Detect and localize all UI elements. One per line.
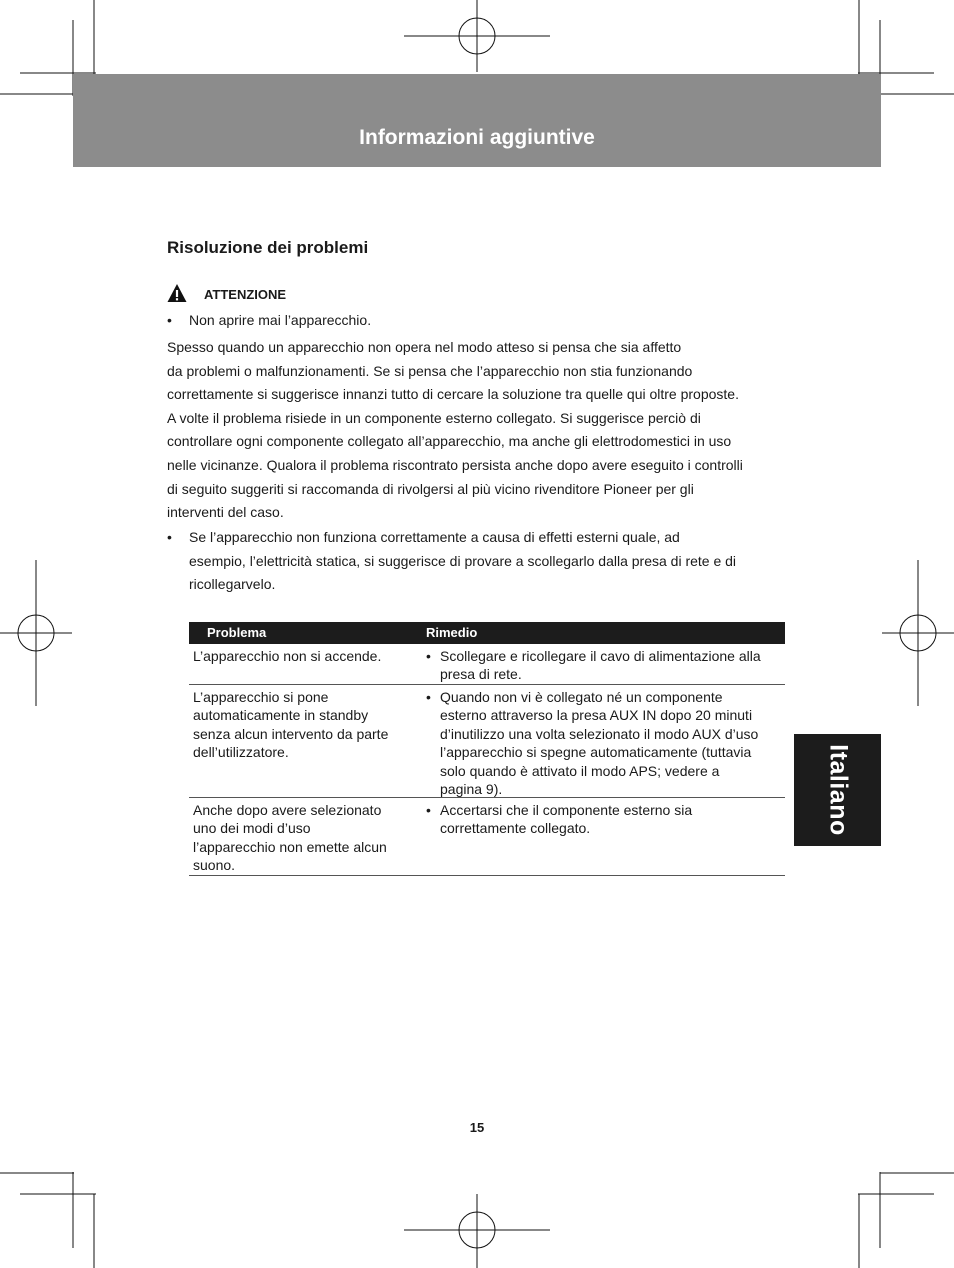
cell-line: Scollegare e ricollegare il cavo di alimentazione alla xyxy=(440,648,761,664)
language-side-tab xyxy=(794,734,881,846)
caution-label: ATTENZIONE xyxy=(204,287,287,302)
table-row xyxy=(189,798,785,876)
header-band xyxy=(73,74,881,167)
note-line: esempio, l’elettricità statica, si suggerisce di provare a scollegarlo dalla presa di rete e di xyxy=(189,552,737,569)
table-row xyxy=(189,685,785,798)
page-title: Informazioni aggiuntive xyxy=(359,126,595,149)
cell-line: correttamente collegato. xyxy=(440,820,591,837)
cell-line: d’inutilizzo una volta selezionato il modo AUX d’uso xyxy=(440,725,759,742)
paragraph-line: Spesso quando un apparecchio non opera nel modo atteso si pensa che sia affetto xyxy=(167,339,682,355)
note-line: Se l’apparecchio non funziona correttamente a causa di effetti esterni quale, ad xyxy=(189,529,680,545)
bullet-marker: • xyxy=(426,648,431,664)
bullet-marker: • xyxy=(426,689,431,705)
cell-line: automaticamente in standby xyxy=(193,707,369,724)
cell-line: Quando non vi è collegato né un componente xyxy=(440,689,723,705)
warning-triangle-icon xyxy=(167,283,187,303)
section-heading: Risoluzione dei problemi xyxy=(167,238,369,257)
cell-line: presa di rete. xyxy=(440,666,522,683)
problem-cell xyxy=(193,688,405,762)
bullet-text: Non aprire mai l’apparecchio. xyxy=(189,312,372,328)
cell-line: esterno attraverso la presa AUX IN dopo 20 minuti xyxy=(440,707,753,724)
cell-line: l’apparecchio non emette alcun xyxy=(193,838,387,855)
cell-line: uno dei modi d’uso xyxy=(193,820,311,837)
paragraph-line: controllare ogni componente collegato all’apparecchio, ma anche gli elettrodomestici in uso xyxy=(167,433,732,450)
bullet-marker: • xyxy=(426,802,431,818)
cell-line: senza alcun intervento da parte xyxy=(193,725,389,742)
cell-line: pagina 9). xyxy=(440,781,503,798)
troubleshooting-table xyxy=(189,622,785,876)
language-label: Italiano xyxy=(824,744,852,836)
problem-cell xyxy=(193,801,405,875)
paragraph-line: A volte il problema risiede in un componente esterno collegato. Si suggerisce perciò di xyxy=(167,409,701,426)
cell-line: Anche dopo avere selezionato xyxy=(193,802,382,818)
cell-line: l’apparecchio si spegne automaticamente (tuttavia xyxy=(440,744,752,761)
column-header-problem: Problema xyxy=(207,625,267,640)
paragraph-line: di seguito suggeriti si raccomanda di rivolgersi al più vicino rivenditore Pioneer per gli xyxy=(167,480,694,497)
note-line: ricollegarvelo. xyxy=(189,576,276,593)
bullet-marker: • xyxy=(167,529,172,545)
intro-paragraph xyxy=(167,336,743,525)
paragraph-line: interventi del caso. xyxy=(167,504,284,521)
problem-cell xyxy=(193,647,405,665)
table-row xyxy=(189,644,785,685)
page-number: 15 xyxy=(469,1120,485,1135)
cell-line: dell’utilizzatore. xyxy=(193,744,289,761)
paragraph-line: correttamente si suggerisce innanzi tutto di cercare la soluzione tra quelle qui oltre proposte. xyxy=(167,386,739,403)
cell-line: Accertarsi che il componente esterno sia xyxy=(440,802,693,818)
paragraph-line: nelle vicinanze. Qualora il problema riscontrato persista anche dopo avere eseguito i controlli xyxy=(167,456,743,473)
cell-line: solo quando è attivato il modo APS; vedere a xyxy=(440,762,720,779)
cell-line: L’apparecchio non si accende. xyxy=(193,648,382,664)
cell-line: L’apparecchio si pone xyxy=(193,689,329,705)
cell-line: suono. xyxy=(193,857,236,874)
bullet-marker: • xyxy=(167,312,172,328)
paragraph-line: da problemi o malfunzionamenti. Se si pensa che l’apparecchio non stia funzionando xyxy=(167,362,693,379)
column-header-remedy: Rimedio xyxy=(426,625,478,640)
table-header xyxy=(189,622,785,644)
